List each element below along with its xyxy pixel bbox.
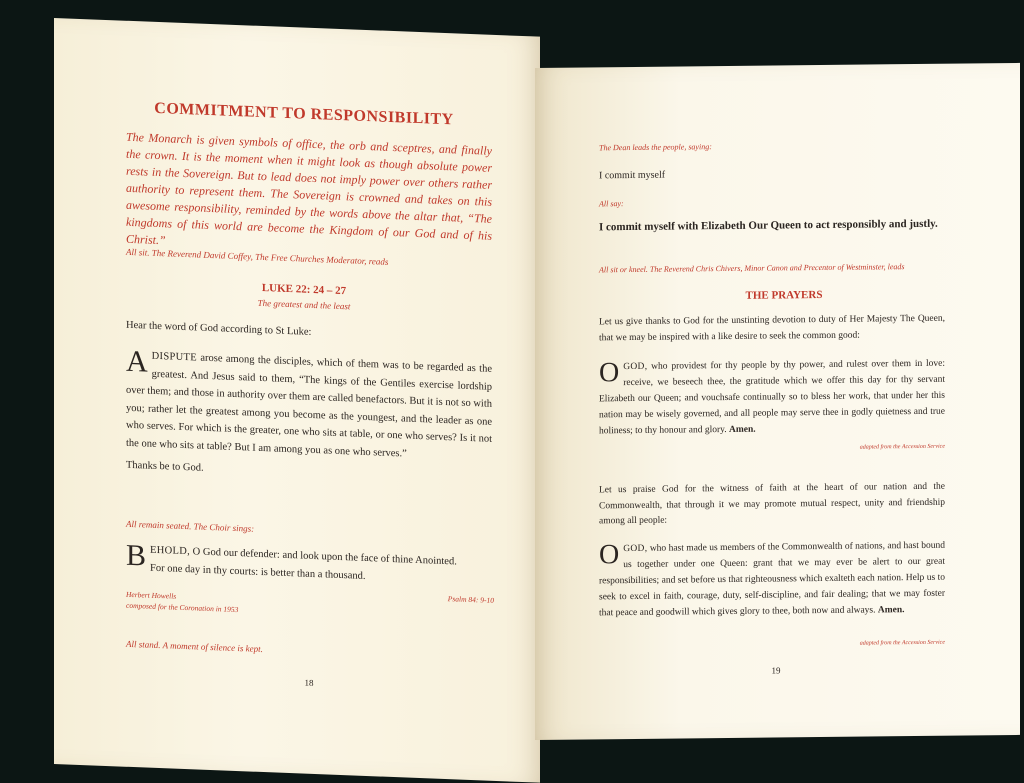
reading-first-word: DISPUTE (151, 350, 197, 364)
anthem-line-1: O God our defender: and look upon the face of thine Anointed. (190, 546, 457, 568)
rubric-reading: All sit. The Reverend David Coffey, The Free Churches Moderator, reads (126, 246, 389, 267)
prayer1-first-word: GOD, (623, 361, 648, 373)
reading-reference: LUKE 22: 24 – 27 (261, 281, 347, 298)
page-number-left: 18 (304, 677, 314, 688)
rubric-silence: All stand. A moment of silence is kept. (126, 638, 263, 655)
left-page (54, 18, 540, 783)
rubric-dean: The Dean leads the people, saying: (599, 142, 712, 153)
rubric-all-say: All say: (599, 199, 624, 209)
reading-text (126, 344, 492, 466)
prayer2-first-word: GOD, (623, 543, 648, 555)
anthem-first-word: EHOLD, (150, 544, 191, 558)
rubric-choir: All remain seated. The Choir sings: (126, 518, 255, 534)
prayer2-text (599, 538, 945, 622)
prayer2-intro: Let us praise God for the witness of faith at the heart of our nation and the Commonwealth, that through it we may promote mutual respect, unity and friendship among all people: (599, 481, 945, 527)
psalm-reference: Psalm 84: 9-10 (447, 594, 494, 605)
prayer1-intro: Let us give thanks to God for the unstinting devotion to duty of Her Majesty The Queen, that we may be inspired with a like desire to seek the common good: (599, 313, 945, 343)
page-title: COMMITMENT TO RESPONSIBILITY (154, 99, 454, 129)
composer-credit (126, 589, 326, 619)
composer-name: Herbert Howells (126, 589, 177, 601)
rubric-prayers: All sit or kneel. The Reverend Chris Chivers, Minor Canon and Precentor of Westminster, leads (599, 262, 905, 275)
people-response: I commit myself with Elizabeth Our Queen to act responsibly and justly. (599, 217, 938, 234)
right-page (535, 63, 1020, 740)
prayer1-body: who providest for thy people by thy power, and rulest over them in love: receive, we beseech thee, the gratitude which we offer this day for thy servant Elizabeth our Queen; and vouchsafe continually so to bless her work, that under her this nation may be wisely governed, and all people may serve thee in godly quietness and true holiness; to thy honour and glory. (599, 358, 945, 437)
anthem-text (126, 538, 492, 590)
page-number-right: 19 (771, 665, 781, 676)
reading-subtitle: The greatest and the least (257, 297, 351, 312)
prayers-title: THE PRAYERS (745, 288, 823, 302)
prayer2-source: adapted from the Accession Service (859, 639, 945, 647)
prayer1-source: adapted from the Accession Service (859, 443, 945, 451)
anthem-line-2: For one day in thy courts: is better than a thousand. (150, 562, 366, 582)
drop-cap: A (126, 344, 148, 379)
prayer1-drop-cap: O (599, 357, 620, 389)
response: Thanks be to God. (126, 459, 204, 474)
prayer1-text (599, 356, 945, 440)
composer-note: composed for the Coronation in 1953 (126, 600, 239, 615)
reading-intro: Hear the word of God according to St Luke: (126, 319, 312, 338)
intro-paragraph: The Monarch is given symbols of office, the orb and sceptres, and finally the crown. It is the moment when it might look as though absolute power rests in the Sovereign. But to lead does not imply power over others rather authority to represent them. The Sovereign is crowned and takes on this awesome responsibility, reminded by the words above the altar that, “The kingdoms of this world are become the Kingdom of our God and of his Christ.” (126, 129, 492, 248)
prayer2-amen: Amen. (877, 605, 905, 616)
dean-line: I commit myself (599, 169, 666, 182)
prayer2-drop-cap: O (599, 539, 620, 571)
prayer2-body: who hast made us members of the Commonwealth of nations, and hast bound us together under one Queen: grant that we may ever be alert to our great responsibilities; and set before us that righteousness which exalteth each nation. Help us to seek to excel in faith, courage, duty, self-discipline, and fair dealing; that we may foster that peace and goodwill which gives glory to thee, both now and always. (599, 540, 945, 619)
anthem-drop-cap: B (126, 538, 147, 573)
reading-body: arose among the disciples, which of them was to be regarded as the greatest. And Jesus said to them, “The kings of the Gentiles exercise lordship over them; and those in authority over them are called benefactors. But it is not so with you; rather let the greatest among you become as the youngest, and the leader as one who serves. For which is the greater, one who sits at table, or one who serves? Is it not the one who sits at table? But I am among you as one who serves.” (126, 352, 492, 460)
prayer1-amen: Amen. (729, 424, 756, 435)
